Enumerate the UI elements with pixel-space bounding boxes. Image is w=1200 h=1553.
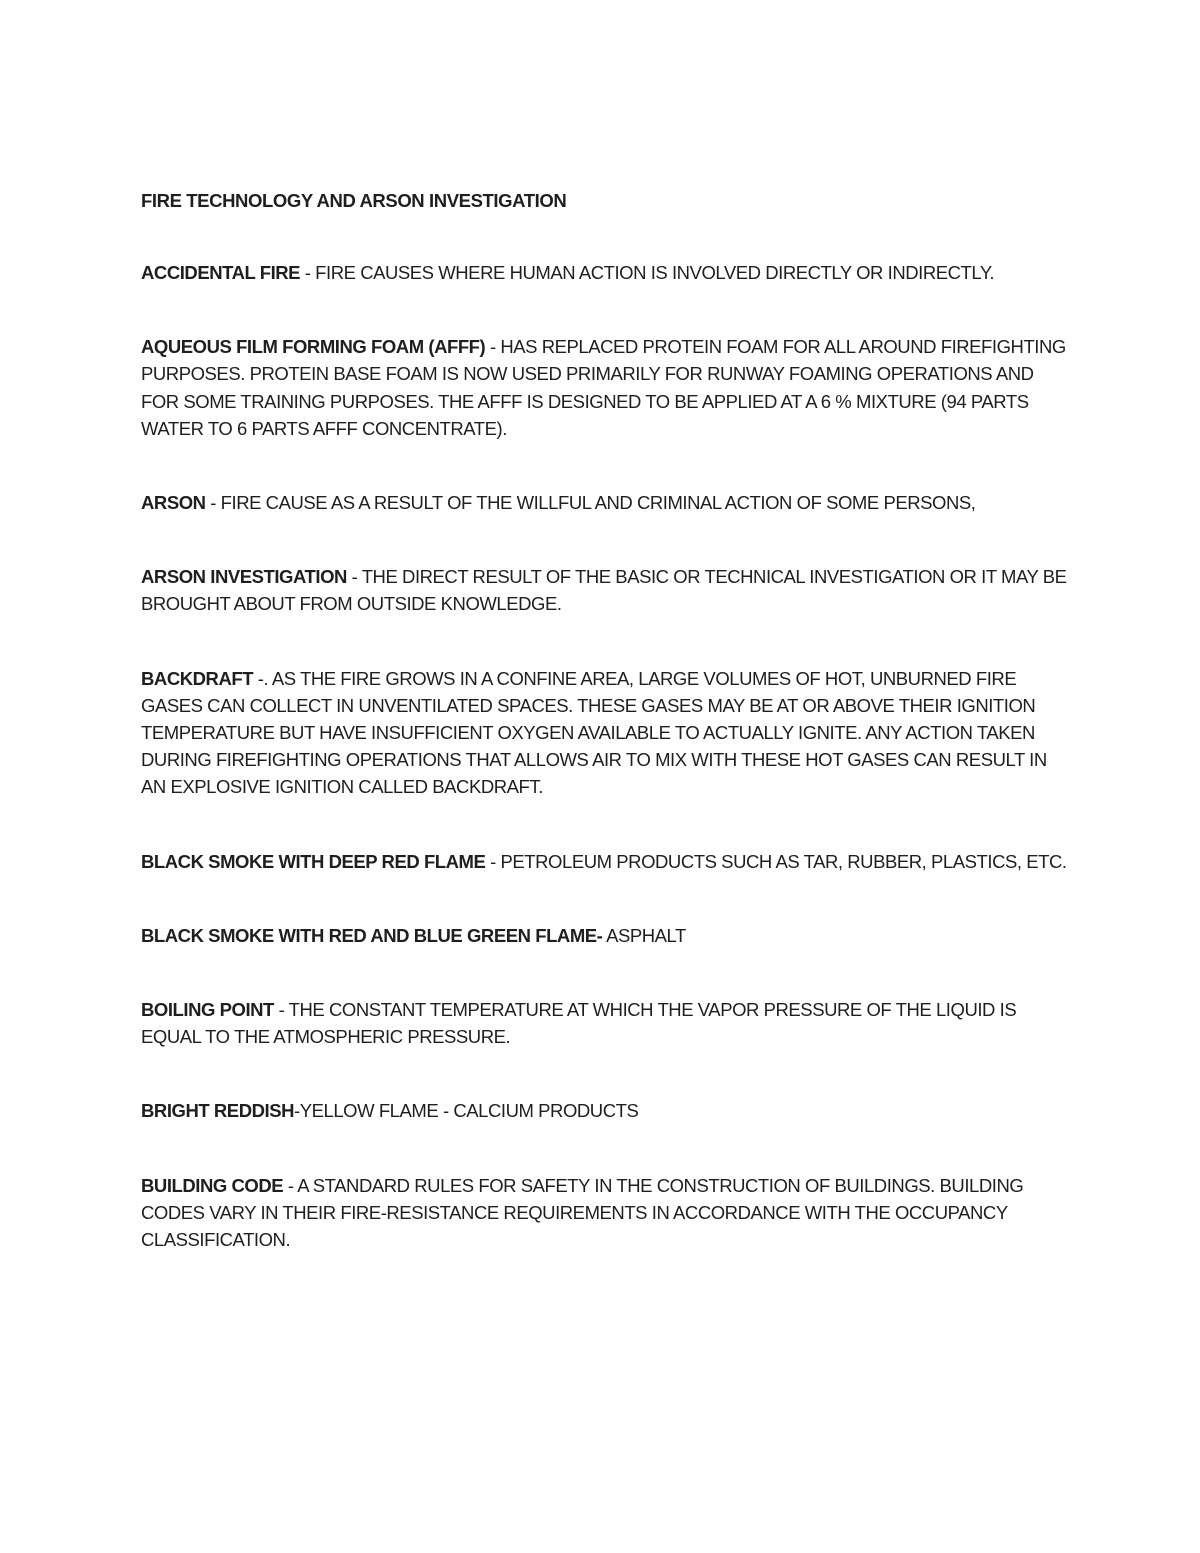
glossary-entry	[141, 996, 1071, 1050]
entry-term: BLACK SMOKE WITH DEEP RED FLAME	[141, 850, 486, 872]
entry-definition: - THE DIRECT RESULT OF THE BASIC OR TECHNICAL INVESTIGATION OR IT MAY BE BROUGHT ABOUT FROM OUTSIDE KNOWLEDGE.	[141, 566, 1067, 615]
entry-definition: ASPHALT	[602, 924, 686, 946]
entry-term: ARSON INVESTIGATION	[141, 566, 347, 588]
glossary-entry	[141, 563, 1071, 617]
entry-term: BUILDING CODE	[141, 1174, 284, 1196]
entry-definition: -. AS THE FIRE GROWS IN A CONFINE AREA, LARGE VOLUMES OF HOT, UNBURNED FIRE GASES CAN COLLECT IN UNVENTILATED SPACES. THESE GASES MAY BE AT OR ABOVE THEIR IGNITION TEMPERATURE BUT HAVE INSUFFICIENT OXYGEN AVAILABLE TO ACTUALLY IGNITE. ANY ACTION TAKEN DURING FIREFIGHTING OPERATIONS THAT ALLOWS AIR TO MIX WITH THESE HOT GASES CAN RESULT IN AN EXPLOSIVE IGNITION CALLED BACKDRAFT.	[141, 667, 1047, 798]
document-title: FIRE TECHNOLOGY AND ARSON INVESTIGATION	[141, 190, 567, 211]
entry-term: ACCIDENTAL FIRE	[141, 262, 301, 283]
glossary-entry	[141, 922, 1071, 949]
entry-term: BACKDRAFT	[141, 667, 254, 689]
glossary-entry	[141, 1172, 1071, 1254]
entry-definition: - PETROLEUM PRODUCTS SUCH AS TAR, RUBBER, PLASTICS, ETC.	[485, 850, 1067, 872]
entry-term: ARSON	[141, 492, 206, 514]
glossary-entry	[141, 489, 1071, 516]
entry-term: AQUEOUS FILM FORMING FOAM (AFFF)	[141, 336, 486, 358]
document-page	[141, 187, 1071, 1300]
entry-definition: - THE CONSTANT TEMPERATURE AT WHICH THE VAPOR PRESSURE OF THE LIQUID IS EQUAL TO THE ATMOSPHERIC PRESSURE.	[141, 999, 1017, 1048]
entry-term: BLACK SMOKE WITH RED AND BLUE GREEN FLAME-	[141, 924, 603, 946]
entry-definition: - HAS REPLACED PROTEIN FOAM FOR ALL AROUND FIREFIGHTING PURPOSES. PROTEIN BASE FOAM IS NOW USED PRIMARILY FOR RUNWAY FOAMING OPERATIONS AND FOR SOME TRAINING PURPOSES. THE AFFF IS DESIGNED TO BE APPLIED AT A 6 % MIXTURE (94 PARTS WATER TO 6 PARTS AFFF CONCENTRATE).	[141, 336, 1066, 439]
glossary-entry	[141, 1097, 1071, 1124]
entry-definition: -YELLOW FLAME - CALCIUM PRODUCTS	[294, 1100, 639, 1122]
glossary-entry	[141, 259, 1071, 286]
entry-definition: - FIRE CAUSES WHERE HUMAN ACTION IS INVOLVED DIRECTLY OR INDIRECTLY.	[300, 262, 995, 283]
entry-term: BRIGHT REDDISH	[141, 1100, 295, 1122]
entry-definition: - A STANDARD RULES FOR SAFETY IN THE CONSTRUCTION OF BUILDINGS. BUILDING CODES VARY IN THEIR FIRE-RESISTANCE REQUIREMENTS IN ACCORDANCE WITH THE OCCUPANCY CLASSIFICATION.	[141, 1174, 1024, 1251]
entry-term: BOILING POINT	[141, 999, 274, 1021]
glossary-entry	[141, 333, 1071, 442]
glossary-entry	[141, 665, 1071, 801]
entry-definition: - FIRE CAUSE AS A RESULT OF THE WILLFUL AND CRIMINAL ACTION OF SOME PERSONS,	[205, 492, 976, 514]
glossary-entry	[141, 848, 1071, 875]
